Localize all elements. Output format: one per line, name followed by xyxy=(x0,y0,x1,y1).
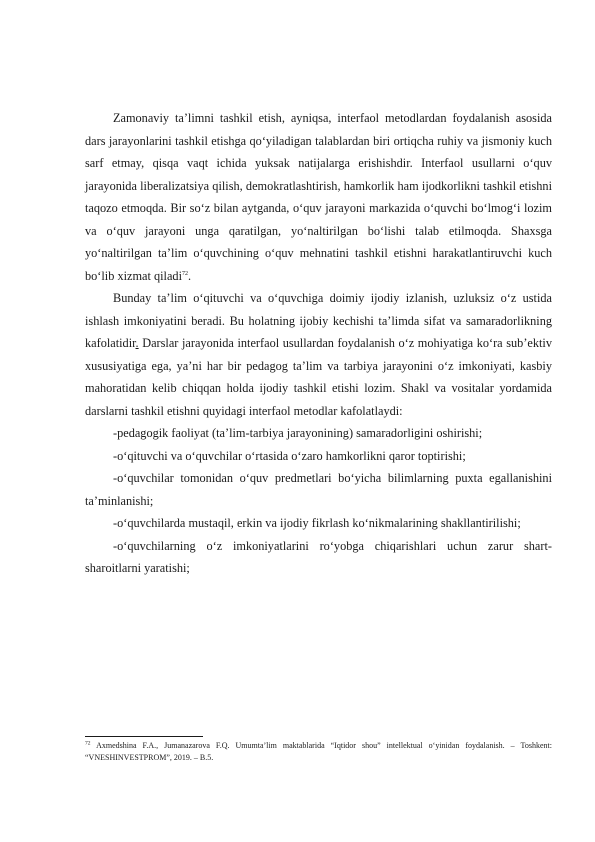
body-text xyxy=(85,107,552,580)
footnote xyxy=(85,740,552,764)
paragraph-2 xyxy=(85,287,552,422)
footnote-ref-72[interactable]: 72 xyxy=(182,270,188,277)
footnote-number: 72 xyxy=(85,740,91,747)
paragraph-2-text: Bunday ta’lim o‘qituvchi va o‘quvchiga doimiy ijodiy izlanish, uzluksiz o‘z ustida ishlash imkoniyatini beradi. Bu holatning ijobiy kechishi ta’limda sifat va samaradorlikning kafolatidir xyxy=(85,291,552,350)
list-item: -pedagogik faoliyat (ta’lim-tarbiya jarayonining) samaradorligini oshirishi; xyxy=(113,426,483,440)
list-item: -o‘quvchilarning o‘z imkoniyatlarini ro‘yobga chiqarishlari uchun zarur shart-sharoitlarni yaratishi; xyxy=(85,538,552,575)
paragraph-1 xyxy=(85,107,552,287)
list-item: -o‘qituvchi va o‘quvchilar o‘rtasida o‘zaro hamkorlikni qaror toptirishi; xyxy=(113,448,466,463)
footnote-text: Axmedshina F.A., Jumanazarova F.Q. Umumta’lim maktablarida “Iqtidor shou” intellektual o‘yinidan foydalanish. – Toshkent: “VNESHINVESTPROM”, 2019. – B.5. xyxy=(85,741,552,762)
paragraph-2-text-continued: Darslar jarayonida interfaol usullardan foydalanish o‘z mohiyatiga ko‘ra sub’ektiv xususiyatiga ega, ya’ni har bir pedagog ta’lim va tarbiya jarayonini o‘z imkoniyati, kasbiy mahoratidan kelib chiqqan holda ijodiy tashkil etishi lozim. Shakl va vositalar yordamida darslarni tashkil etishni quyidagi interfaol metodlar kafolatlaydi: xyxy=(85,336,552,418)
footnote-divider xyxy=(85,736,203,737)
paragraph-1-tail: . xyxy=(188,268,192,283)
paragraph-2-link-period: . xyxy=(135,336,139,350)
paragraph-1-text: Zamonaviy ta’limni tashkil etish, ayniqsa, interfaol metodlardan foydalanish asosida dars jarayonlarini tashkil etishga qo‘yiladigan talablardan biri ortiqcha ruhiy va jismoniy kuch sarf etmay, qisqa vaqt ichida yuksak natijalarga erishishdir. Interfaol usullarni o‘quv jarayonida liberalizatsiya qilish, demokratlashtirish, hamkorlik ham ijodkorlikni tashkil etishni taqozo etmoqda. Bir so‘z bilan aytganda, o‘quv jarayoni markazida o‘quvchi bo‘lmog‘i lozim va o‘quv jarayoni unga qaratilgan, yo‘naltirilgan bo‘lishi talab etilmoqda. Shaxsga yo‘naltirilgan ta’lim o‘quvchining o‘quv mehnatini tashkil etishni harakatlantiruvchi kuch bo‘lib xizmat qiladi xyxy=(85,111,552,283)
list-item: -o‘quvchilar tomonidan o‘quv predmetlari bo‘yicha bilimlarning puxta egallanishini ta’minlanishi; xyxy=(85,471,552,508)
list-item: -o‘quvchilarda mustaqil, erkin va ijodiy fikrlash ko‘nikmalarining shakllantirilishi; xyxy=(113,516,521,530)
